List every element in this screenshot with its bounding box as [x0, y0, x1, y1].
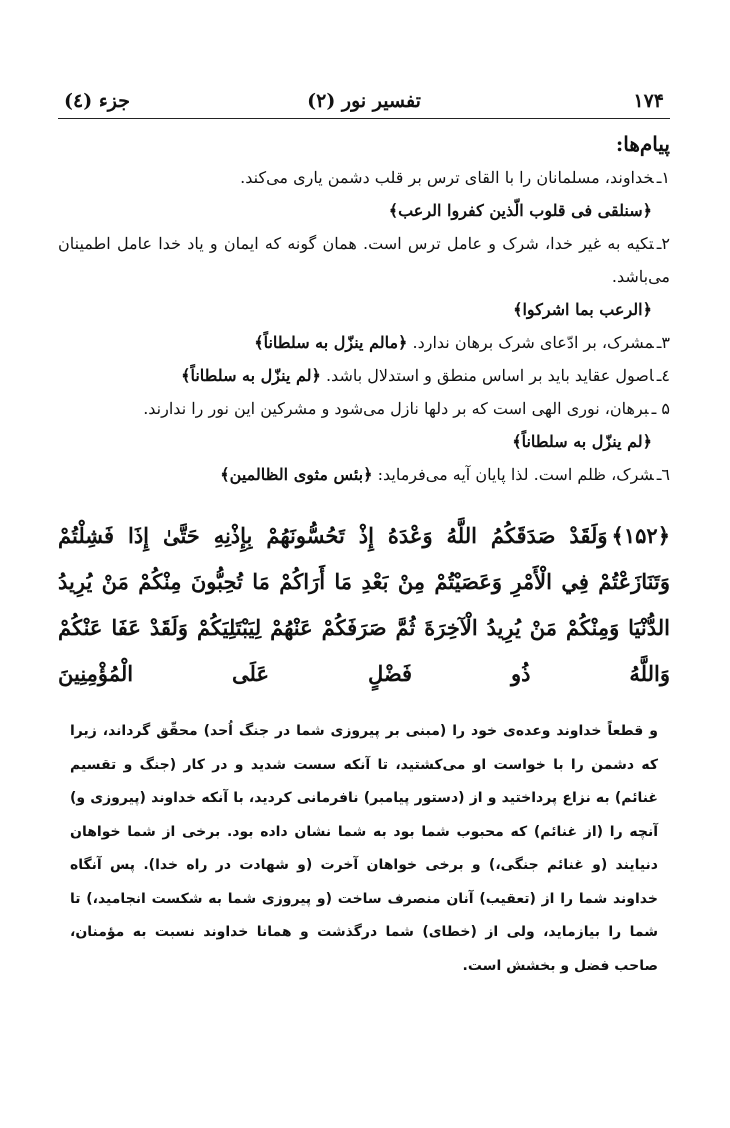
- message-item: [58, 458, 670, 491]
- message-quote: ﴿مالم ینزّل به سلطاناً﴾: [254, 333, 408, 352]
- message-quote: ﴿الرعب بما اشرکوا﴾: [513, 300, 652, 319]
- part-label: جزء (٤): [64, 90, 130, 112]
- verse-text: وَلَقَدْ صَدَقَكُمُ اللَّهُ وَعْدَهُ إِذْ تَحُسُّونَهُمْ بِإِذْنِهِ حَتَّىٰ إِذَا فَشِلْتُمْ وَتَنَازَعْتُمْ فِي الْأَمْرِ وَعَصَيْتُمْ مِنْ بَعْدِ مَا أَرَاكُمْ مَا تُحِبُّونَ مِنْكُمْ مَنْ يُرِيدُ الدُّنْيَا وَمِنْكُمْ مَنْ يُرِيدُ الْآخِرَةَ ثُمَّ صَرَفَكُمْ عَنْهُمْ لِيَبْتَلِيَكُمْ وَلَقَدْ عَفَا عَنْكُمْ وَاللَّهُ ذُو فَضْلٍ عَلَى الْمُؤْمِنِينَ: [58, 523, 670, 686]
- message-item: [58, 359, 670, 392]
- message-text: اصول عقاید باید بر اساس منطق و استدلال باشد.: [325, 366, 654, 385]
- page-header: [58, 84, 670, 119]
- message-quote: ﴿سنلقی فی قلوب الّذین کفروا الرعب﴾: [388, 201, 652, 220]
- message-text: مشرک، بر ادّعای شرک برهان ندارد.: [412, 333, 654, 352]
- quran-verse: [58, 513, 670, 697]
- message-number: ۳ـ: [656, 333, 670, 352]
- message-text: شرک، ظلم است. لذا پایان آیه می‌فرماید:: [377, 465, 654, 484]
- message-text: تکیه به غیر خدا، شرک و عامل ترس است. همان گونه که ایمان و یاد خدا عامل اطمینان می‌باشد.: [58, 234, 670, 286]
- message-item: [58, 227, 670, 326]
- message-quote: ﴿بئس مثوی الظالمین﴾: [220, 465, 373, 484]
- message-item: [58, 161, 670, 227]
- message-quote: ﴿لم ینزّل به سلطاناً﴾: [181, 366, 321, 385]
- message-text: برهان، نوری الهی است که بر دلها نازل می‌شود و مشرکین این نور را ندارند.: [143, 399, 649, 418]
- message-number: ۵ ـ: [651, 399, 670, 418]
- message-text: خداوند، مسلمانان را با القای ترس بر قلب دشمن یاری می‌کند.: [240, 168, 654, 187]
- message-item: [58, 392, 670, 458]
- message-quote: ﴿لم ینزّل به سلطاناً﴾: [512, 432, 652, 451]
- verse-number: ﴿۱۵۲﴾: [611, 523, 670, 548]
- page-number: ۱۷۴: [633, 90, 664, 112]
- message-number: ۱ـ: [656, 168, 670, 187]
- verse-translation: و قطعاً خداوند وعده‌ی خود را (مبنی بر پیروزی شما در جنگ اُحد) محقّق گرداند، زیرا که دشمن را با خواست او می‌کشتید، تا آنکه سست شدید و در کار (جنگ و تقسیم غنائم) به نزاع پرداختید و از (دستور پیامبر) نافرمانی کردید، با آنکه خداوند (پیروزی و) آنچه را (از غنائم) که محبوب شما بود به شما نشان داده بود. برخی از شما خواهان دنیایند (و غنائم جنگی،) و برخی خواهان آخرت (و شهادت در راه خدا). پس آنگاه خداوند شما را از (تعقیب) آنان منصرف ساخت (و پیروزی شما به شکست انجامید،) تا شما را بیازماید، ولی از (خطای) شما درگذشت و همانا خداوند نسبت به مؤمنان، صاحب فضل و بخشش است.: [70, 723, 658, 974]
- message-number: ۲ـ: [656, 234, 670, 253]
- section-title: پیام‌ها:: [615, 132, 670, 156]
- message-number: ٤ـ: [656, 366, 670, 385]
- book-page: [58, 84, 670, 983]
- messages-list: [58, 161, 670, 491]
- book-title: تفسیر نور (۲): [307, 90, 421, 112]
- message-item: [58, 326, 670, 359]
- message-number: ٦ـ: [656, 465, 670, 484]
